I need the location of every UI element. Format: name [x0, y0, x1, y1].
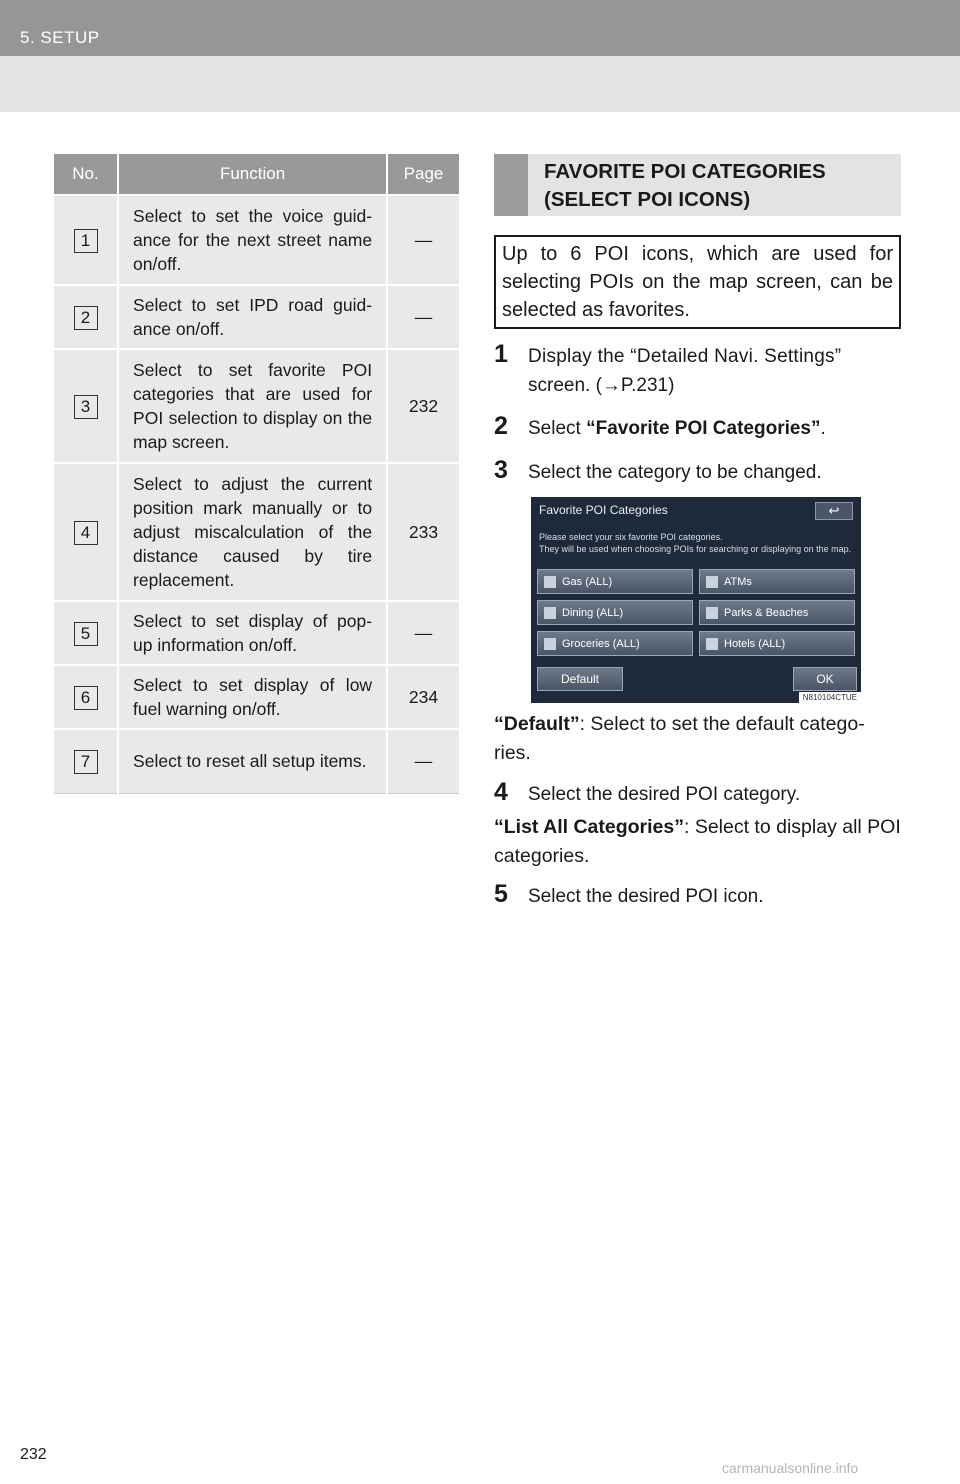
table-row	[54, 729, 459, 793]
heading-line-1: FAVORITE POI CATEGORIES	[544, 160, 826, 183]
row-function-text: Select to adjust the current position mark manually or to adjust miscalculation of the distance caused by tire replacement.	[118, 463, 387, 601]
row-function-text: Select to set favorite POI categories that are used for POI selection to display on the map screen.	[118, 349, 387, 463]
row-page-value: 233	[387, 463, 459, 601]
section-label: 5. SETUP	[20, 28, 100, 47]
step-1	[494, 340, 841, 400]
grocery-icon	[544, 638, 556, 650]
page-number: 232	[20, 1446, 47, 1463]
row-page-value: 234	[387, 665, 459, 729]
category-button[interactable]: Gas (ALL)	[537, 569, 693, 594]
park-icon	[706, 607, 718, 619]
heading-accent	[494, 154, 528, 216]
note-text: : Select to set the default catego- ries.	[494, 713, 865, 764]
step-number: 1	[494, 340, 508, 368]
step-text: Select	[528, 418, 587, 439]
screen-description: Please select your six favorite POI categories. They will be used when choosing POIs for searching or displaying on the map.	[539, 532, 852, 554]
row-number-badge: 5	[74, 622, 98, 646]
step-text-end: .	[820, 418, 826, 439]
row-function-text: Select to set display of low fuel warning on/off.	[118, 665, 387, 729]
step-number: 4	[494, 778, 508, 806]
row-page-dash: —	[387, 601, 459, 665]
step-text-cont: screen. (→P.231)	[528, 375, 675, 396]
header-function: Function	[118, 154, 387, 195]
table-row	[54, 285, 459, 349]
step-4	[494, 778, 800, 809]
category-button[interactable]: Hotels (ALL)	[699, 631, 855, 656]
step-text: Select the desired POI category.	[528, 784, 801, 805]
screen-title: Favorite POI Categories	[539, 503, 668, 517]
row-number-badge: 6	[74, 686, 98, 710]
row-number-badge: 7	[74, 750, 98, 774]
note-bold-text: “List All Categories”	[494, 816, 684, 838]
step-bold-text: “Favorite POI Categories”	[586, 418, 821, 439]
step-number: 2	[494, 412, 508, 440]
table-row	[54, 463, 459, 601]
row-function-text: Select to set the voice guid- ance for the next street name on/off.	[118, 195, 387, 285]
header-bar	[0, 0, 960, 56]
figure-code: N810104CTUE	[799, 692, 861, 703]
row-page-dash: —	[387, 195, 459, 285]
step-text: Select the desired POI icon.	[528, 886, 764, 907]
category-button[interactable]: Dining (ALL)	[537, 600, 693, 625]
row-number-badge: 2	[74, 306, 98, 330]
step-2	[494, 412, 826, 443]
function-table	[54, 154, 459, 794]
table-row	[54, 195, 459, 285]
row-page-dash: —	[387, 729, 459, 793]
row-number-badge: 4	[74, 521, 98, 545]
step-text: Select the category to be changed.	[528, 462, 822, 483]
header-no: No.	[54, 154, 118, 195]
step-text: Display the “Detailed Navi. Settings”	[528, 346, 842, 367]
row-function-text: Select to set IPD road guid- ance on/off.	[118, 285, 387, 349]
note-bold-text: “Default”	[494, 713, 580, 735]
header-page: Page	[387, 154, 459, 195]
row-number-badge: 3	[74, 395, 98, 419]
row-function-text: Select to reset all setup items.	[118, 729, 387, 793]
row-number-badge: 1	[74, 229, 98, 253]
screen-illustration	[531, 497, 861, 703]
category-button[interactable]: Groceries (ALL)	[537, 631, 693, 656]
table-row	[54, 601, 459, 665]
section-heading	[494, 154, 901, 216]
step-3	[494, 456, 822, 487]
category-button[interactable]: ATMs	[699, 569, 855, 594]
hotel-icon	[706, 638, 718, 650]
default-note	[494, 710, 902, 768]
category-button[interactable]: Parks & Beaches	[699, 600, 855, 625]
row-function-text: Select to set display of pop- up information on/off.	[118, 601, 387, 665]
heading-line-2: (SELECT POI ICONS)	[544, 188, 751, 211]
header-band	[0, 56, 960, 112]
table-header-row	[54, 154, 459, 195]
note-text: : Select to display all POI categories.	[494, 816, 901, 867]
step-number: 3	[494, 456, 508, 484]
default-button[interactable]: Default	[537, 667, 623, 691]
step-number: 5	[494, 880, 508, 908]
dining-icon	[544, 607, 556, 619]
table-row	[54, 665, 459, 729]
step-5	[494, 880, 764, 911]
back-button[interactable]: ↩	[815, 502, 853, 520]
gas-icon	[544, 576, 556, 588]
list-all-note	[494, 813, 902, 871]
atm-icon	[706, 576, 718, 588]
row-page-value: 232	[387, 349, 459, 463]
row-page-dash: —	[387, 285, 459, 349]
intro-box: Up to 6 POI icons, which are used for selecting POIs on the map screen, can be selected as favorites.	[494, 235, 901, 329]
ok-button[interactable]: OK	[793, 667, 857, 691]
table-row	[54, 349, 459, 463]
watermark: carmanualsonline.info	[722, 1460, 859, 1476]
